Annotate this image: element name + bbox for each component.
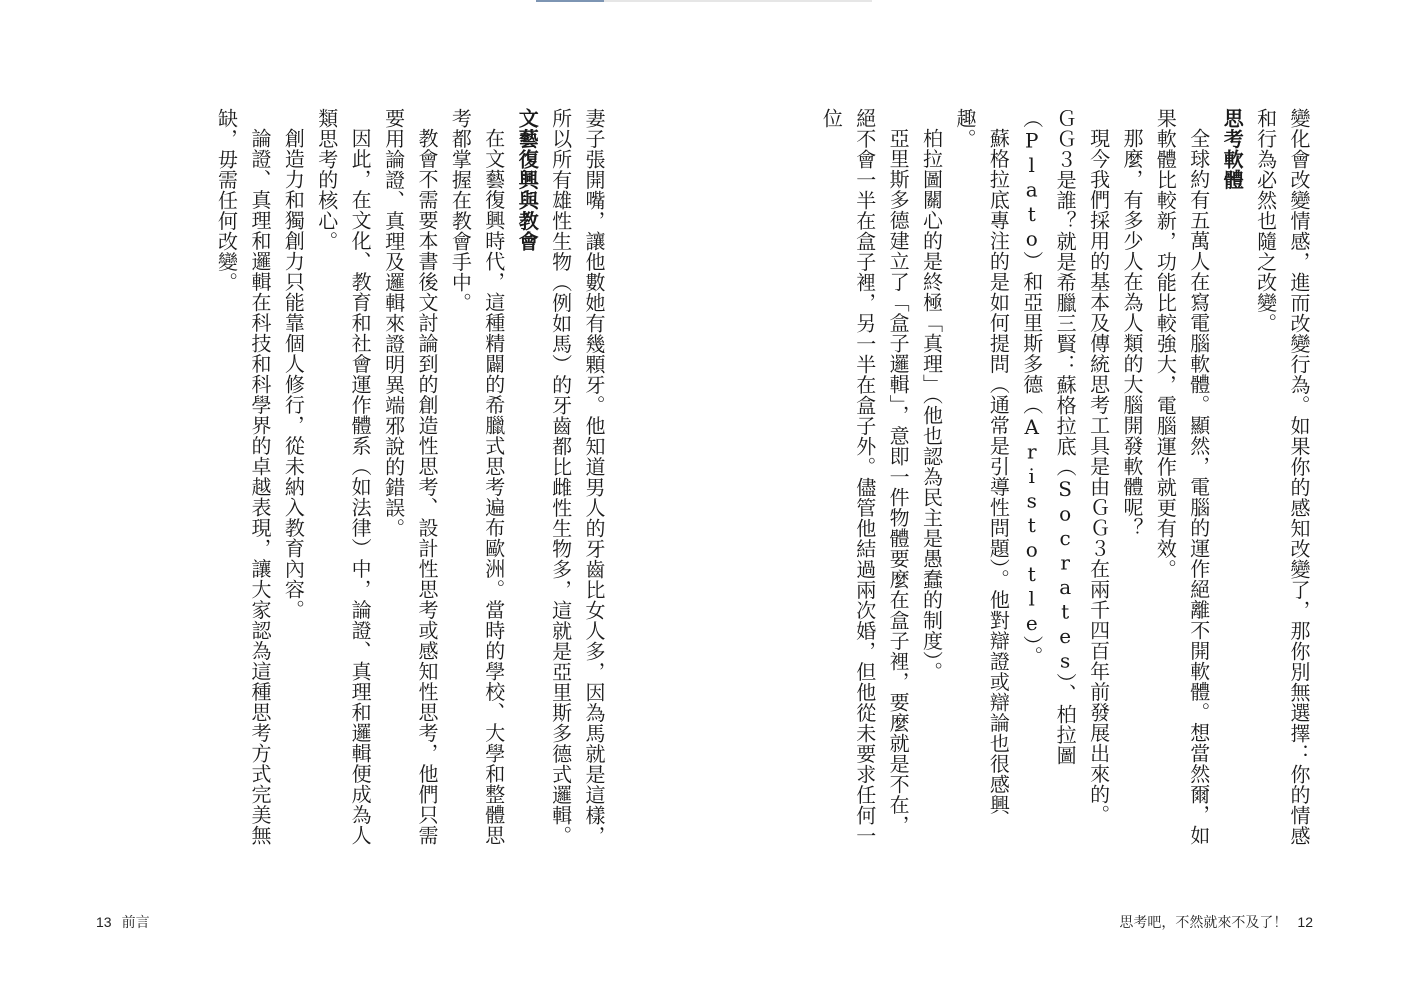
paragraph: 妻子張開嘴，讓他數她有幾顆牙。他知道男人的牙齒比女人多，因為馬就是這樣，所以所有雄性生物（例如馬）的牙齒都比雌性生物多，這就是亞里斯多德式邏輯。 <box>548 108 606 846</box>
paragraph: 柏拉圖關心的是終極「真理」（他也認為民主是愚蠢的制度）。 <box>919 128 944 682</box>
paragraph: 全球約有五萬人在寫電腦軟體。顯然，電腦的運作絕離不開軟體。想當然爾，如果軟體比較新，功能比較強大，電腦運作就更有效。 <box>1153 108 1211 846</box>
paragraph: 教會不需要本書後文討論到的創造性思考、設計性思考或感知性思考，他們只需要用論證、真理及邏輯來證明異端邪說的錯誤。 <box>381 108 439 846</box>
paragraph: 亞里斯多德建立了「盒子邏輯」，意即一件物體要麼在盒子裡，要麼就是不在，絕不會一半在盒子裡，另一半在盒子外。儘管他結過兩次婚，但他從未要求任何一位 <box>819 108 911 846</box>
left-page-footer <box>96 912 150 932</box>
running-title: 思考吧，不然就來不及了！ <box>1119 914 1288 930</box>
paragraph: 因此，在文化、教育和社會運作體系（如法律）中，論證、真理和邏輯便成為人類思考的核心。 <box>314 108 373 846</box>
left-page-body <box>0 108 610 848</box>
right-page-footer <box>1119 912 1313 932</box>
paragraph: 論證、真理和邏輯在科技和科學界的卓越表現，讓大家認為這種思考方式完美無缺，毋需任何改變。 <box>214 108 272 846</box>
running-title: 前言 <box>121 914 150 930</box>
section-heading: 思考軟體 <box>1220 108 1245 190</box>
page-number: 12 <box>1297 914 1313 930</box>
paragraph: 在文藝復興時代，這種精闢的希臘式思考遍布歐洲。當時的學校、大學和整體思考都掌握在教會手中。 <box>448 108 506 846</box>
page-number: 13 <box>96 914 112 930</box>
right-page <box>706 0 1407 1000</box>
paragraph: 變化會改變情感，進而改變行為。如果你的感知改變了，那你別無選擇：你的情感和行為必然也隨之改變。 <box>1253 108 1311 846</box>
paragraph: 現今我們採用的基本及傳統思考工具是由ＧＧ３在兩千四百年前發展出來的。 <box>1086 128 1111 825</box>
paragraph: ＧＧ３是誰？就是希臘三賢：蘇格拉底（Socrates）、柏拉圖（Plato）和亞里斯多德（Aristotle）。 <box>1019 108 1078 766</box>
paragraph: 蘇格拉底專注的是如何提問（通常是引導性問題）。他對辯證或辯論也很感興趣。 <box>952 108 1011 815</box>
paragraph: 創造力和獨創力只能靠個人修行，從未納入教育內容。 <box>281 128 306 620</box>
section-heading: 文藝復興與教會 <box>515 108 540 252</box>
paragraph: 那麼，有多少人在為人類的大腦開發軟體呢？ <box>1119 128 1144 538</box>
